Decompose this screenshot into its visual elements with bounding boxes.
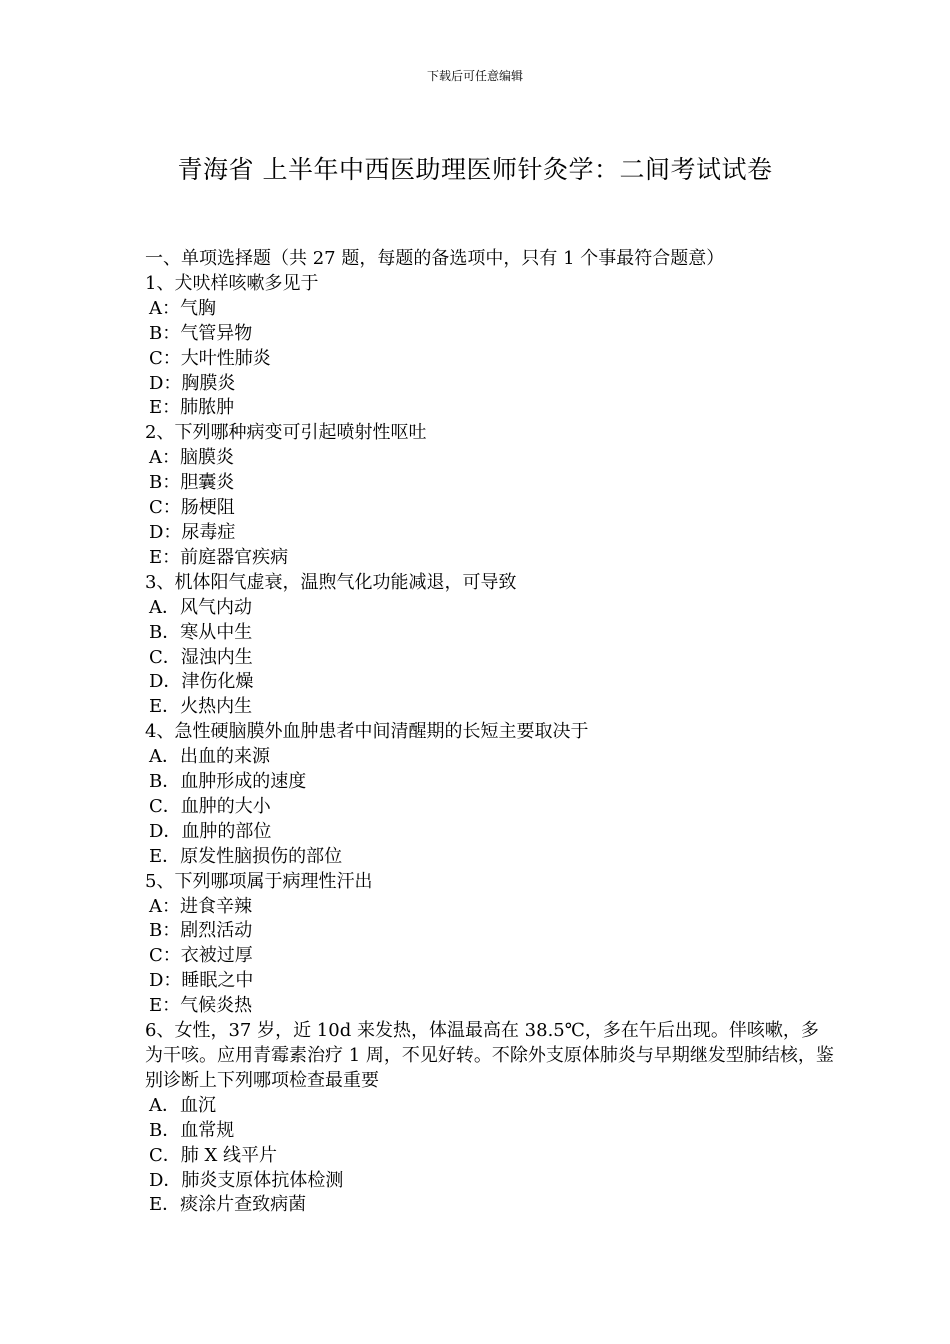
option-a: A．血沉 xyxy=(149,1094,216,1116)
option-e: E．痰涂片查致病菌 xyxy=(149,1194,307,1216)
document-title: 青海省 上半年中西医助理医师针灸学：二间考试试卷 xyxy=(177,155,773,184)
question-stem: 1、犬吠样咳嗽多见于 xyxy=(145,272,319,294)
option-d: D．血肿的部位 xyxy=(149,820,272,842)
option-c: C：大叶性肺炎 xyxy=(149,347,271,369)
option-a: A．出血的来源 xyxy=(149,746,270,768)
option-e: E：气候炎热 xyxy=(149,995,253,1017)
question-6 xyxy=(145,1019,835,1218)
option-d: D：胸膜炎 xyxy=(149,372,236,394)
option-b: B．血常规 xyxy=(149,1119,235,1141)
option-b: B．寒从中生 xyxy=(149,621,253,643)
option-d: D：尿毒症 xyxy=(149,521,236,543)
question-stem: 2、下列哪种病变可引起喷射性呕吐 xyxy=(145,422,427,444)
question-stem: 6、女性，37 岁，近 10d 来发热，体温最高在 38.5℃，多在午后出现。伴咳嗽，多为干咳。应用青霉素治疗 1 周，不见好转。不除外支原体肺炎与早期继发型肺结核，鉴别诊断上下列哪项检查最重要 xyxy=(145,1020,834,1091)
question-2 xyxy=(145,421,835,570)
option-e: E：肺脓肿 xyxy=(149,397,235,419)
option-b: B：剧烈活动 xyxy=(149,920,253,942)
option-a: A：进食辛辣 xyxy=(149,895,252,917)
option-b: B：胆囊炎 xyxy=(149,472,235,494)
option-e: E：前庭器官疾病 xyxy=(149,546,289,568)
option-d: D．肺炎支原体抗体检测 xyxy=(149,1169,344,1191)
option-d: D：睡眠之中 xyxy=(149,970,254,992)
question-stem: 4、急性硬脑膜外血肿患者中间清醒期的长短主要取决于 xyxy=(145,721,589,743)
option-d: D．津伤化燥 xyxy=(149,671,254,693)
question-stem: 3、机体阳气虚衰，温煦气化功能减退，可导致 xyxy=(145,571,517,593)
option-b: B：气管异物 xyxy=(149,322,253,344)
option-a: A．风气内动 xyxy=(149,596,252,618)
option-c: C．湿浊内生 xyxy=(149,646,253,668)
section-heading: 一、单项选择题（共 27 题，每题的备选项中，只有 1 个事最符合题意） xyxy=(145,248,725,269)
question-3 xyxy=(145,571,835,720)
option-e: E．火热内生 xyxy=(149,696,253,718)
header-note: 下载后可任意编辑 xyxy=(426,69,523,83)
option-e: E．原发性脑损伤的部位 xyxy=(149,845,343,867)
question-stem: 5、下列哪项属于病理性汗出 xyxy=(145,870,373,892)
option-c: C．血肿的大小 xyxy=(149,795,271,817)
option-c: C．肺 X 线平片 xyxy=(149,1144,278,1166)
question-1 xyxy=(145,272,835,421)
option-a: A：气胸 xyxy=(149,297,216,319)
option-c: C：衣被过厚 xyxy=(149,945,253,967)
option-b: B．血肿形成的速度 xyxy=(149,771,307,793)
document-body xyxy=(145,247,835,1218)
option-c: C：肠梗阻 xyxy=(149,497,235,519)
question-4 xyxy=(145,720,835,869)
option-a: A：脑膜炎 xyxy=(149,447,234,469)
question-5 xyxy=(145,870,835,1019)
